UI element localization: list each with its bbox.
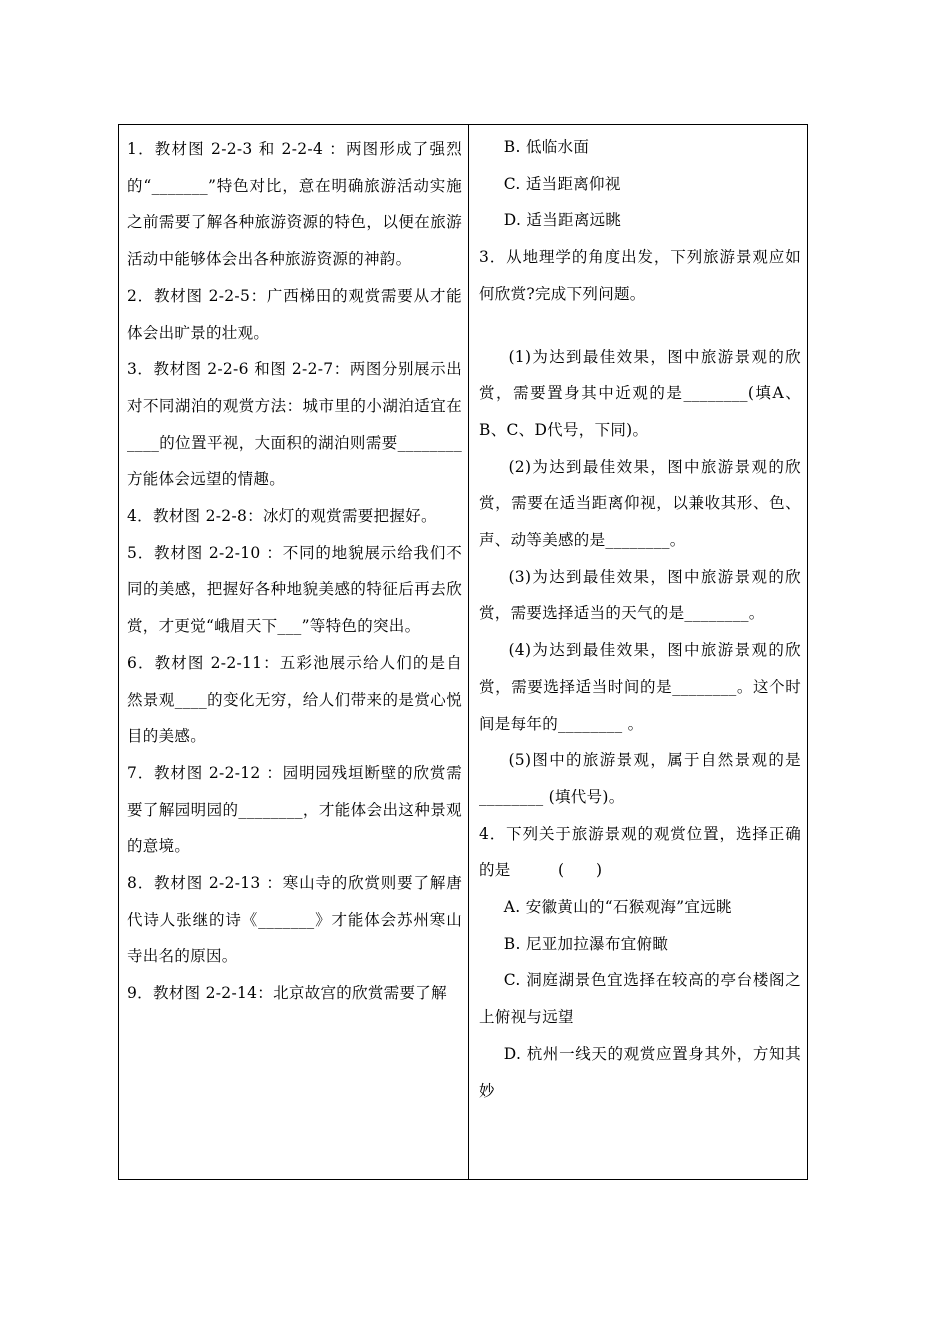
q4-option-a: A. 安徽黄山的“石猴观海”宜远眺 bbox=[503, 898, 732, 917]
q2-option-b: B. 低临水面 bbox=[503, 138, 590, 156]
q3-part-2: (2)为达到最佳效果，图中旅游景观的欣赏，需要在适当距离仰视，以兼收其形、色、声、动等美感的是________。 bbox=[479, 457, 801, 550]
spacer bbox=[479, 313, 801, 339]
item-5: 5．教材图 2-2-10 ：不同的地貌展示给我们不同的美感，把握好各种地貌美感的特征后再去欣赏，才更觉“峨眉天下___”等特色的突出。 bbox=[127, 543, 462, 636]
item-1: 1．教材图 2-2-3 和 2-2-4 ：两图形成了强烈的“_______”特色对比，意在明确旅游活动实施之前需要了解各种旅游资源的特色，以便在旅游活动中能够体会出各种旅游资源的神韵。 bbox=[127, 140, 462, 269]
right-column bbox=[469, 125, 807, 1179]
q2-option-d: D. 适当距离远眺 bbox=[503, 211, 622, 230]
q3-stem: 3．从地理学的角度出发，下列旅游景观应如何欣赏?完成下列问题。 bbox=[479, 248, 801, 303]
q3-part-1: (1)为达到最佳效果，图中旅游景观的欣赏，需要置身其中近观的是________(填A、B、C、D代号，下同)。 bbox=[479, 347, 801, 439]
item-2: 2．教材图 2-2-5：广西梯田的观赏需要从才能体会出旷景的壮观。 bbox=[127, 286, 462, 342]
item-4: 4．教材图 2-2-8：冰灯的观赏需要把握好。 bbox=[127, 507, 437, 526]
q4-stem: 4．下列关于旅游景观的观赏位置，选择正确的是 ( ) bbox=[479, 824, 801, 880]
q4-option-c: C. 洞庭湖景色宜选择在较高的亭台楼阁之上俯视与远望 bbox=[479, 971, 801, 1027]
q2-option-c: C. 适当距离仰视 bbox=[503, 174, 621, 193]
item-9: 9．教材图 2-2-14：北京故宫的欣赏需要了解 bbox=[127, 984, 447, 1003]
item-7: 7．教材图 2-2-12 ：园明园残垣断壁的欣赏需要了解园明园的________，才能体会出这种景观的意境。 bbox=[127, 763, 462, 856]
q3-part-4: (4)为达到最佳效果，图中旅游景观的欣赏，需要选择适当时间的是________。这个时间是每年的________ 。 bbox=[479, 641, 801, 733]
content-table bbox=[118, 124, 808, 1180]
q3-part-5: (5)图中的旅游景观，属于自然景观的是________ (填代号)。 bbox=[479, 751, 801, 806]
left-column bbox=[119, 125, 469, 1179]
q4-option-d: D. 杭州一线天的观赏应置身其外，方知其妙 bbox=[479, 1044, 801, 1100]
item-3: 3．教材图 2-2-6 和图 2-2-7：两图分别展示出对不同湖泊的观赏方法：城市里的小湖泊适宜在____的位置平视，大面积的湖泊则需要________方能体会远望的情趣。 bbox=[127, 360, 462, 489]
q3-part-3: (3)为达到最佳效果，图中旅游景观的欣赏，需要选择适当的天气的是________。 bbox=[479, 567, 801, 623]
q4-option-b: B. 尼亚加拉瀑布宜俯瞰 bbox=[503, 934, 669, 953]
item-6: 6．教材图 2-2-11：五彩池展示给人们的是自然景观____的变化无穷，给人们带来的是赏心悦目的美感。 bbox=[127, 653, 462, 746]
item-8: 8．教材图 2-2-13 ：寒山寺的欣赏则要了解唐代诗人张继的诗《_______》才能体会苏州寒山寺出名的原因。 bbox=[127, 874, 462, 966]
